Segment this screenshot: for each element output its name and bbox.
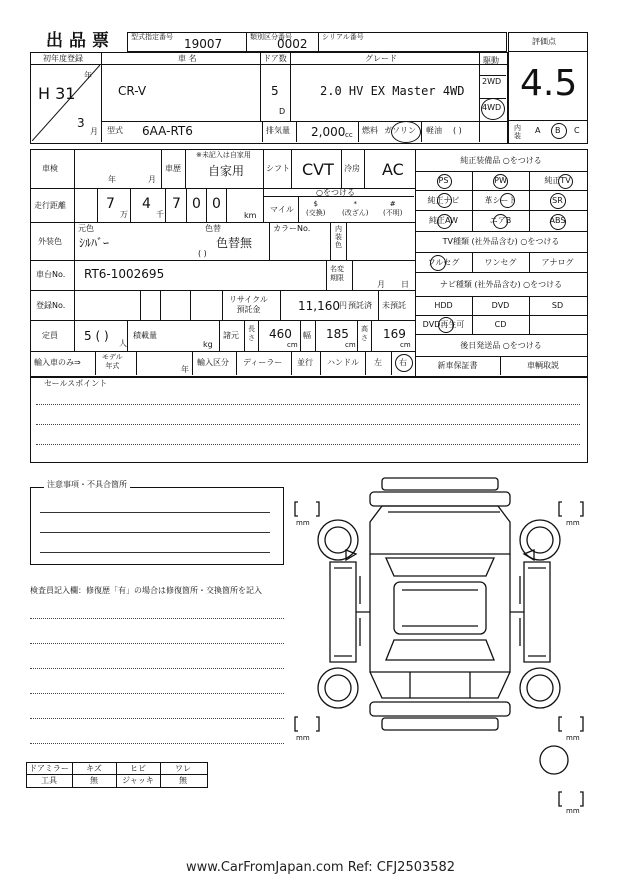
navi-title: ナビ種類 (社外品含む) ○をつける — [439, 279, 563, 289]
shift-label: シフト — [266, 164, 290, 173]
recycle-yen: 円 — [339, 301, 347, 310]
reg-month: 3 — [77, 116, 85, 130]
recycle-not-deposited: 未預託 — [382, 301, 406, 310]
serial-label: シリアル番号 — [322, 33, 364, 41]
class-label: 類別区分番号 — [250, 33, 292, 41]
dims-length-value: 460 — [269, 327, 292, 341]
equip-ps-circle — [437, 174, 452, 189]
tv-analog: アナログ — [541, 257, 574, 267]
ac-label: 冷房 — [344, 164, 360, 173]
repaint-value: 色替無 — [216, 236, 253, 250]
import-model-year: モデル 年式 — [102, 353, 123, 370]
equip-abs: ABS — [549, 216, 566, 225]
tv-oneseg: ワンセグ — [484, 257, 517, 267]
tv-fullseg-circle — [430, 255, 446, 271]
fuel-label: 燃料 — [362, 126, 378, 135]
ac-value: AC — [382, 160, 404, 179]
navi-dvd-play-circle — [438, 317, 454, 333]
dims-height-cm: cm — [400, 341, 411, 349]
mm-rear-right: mm — [566, 734, 580, 742]
chassis-value: RT6-1002695 — [84, 267, 165, 281]
mileage-digit-4: 0 — [192, 196, 201, 212]
doors-label: ドア数 — [263, 54, 287, 63]
history-label: 車歴 — [165, 164, 181, 173]
color-label: 外装色 — [38, 237, 62, 246]
legend-header-crack: ヒビ — [130, 763, 146, 773]
import-parallel: 並行 — [297, 358, 313, 367]
equip-tv: 純正TV — [544, 176, 571, 185]
import-year: 年 — [181, 365, 189, 374]
docs-manual: 車輌取説 — [527, 361, 559, 370]
equip-sr: SR — [552, 195, 563, 205]
capacity-value: 5 ( ) — [84, 329, 109, 343]
equip-airbag-circle — [493, 214, 508, 229]
fuel-paren: ( ) — [453, 126, 462, 135]
sales-point-box — [30, 377, 588, 463]
interior-c: C — [574, 126, 580, 135]
load-label: 積載量 — [133, 331, 157, 340]
model-value: 6AA-RT6 — [142, 124, 193, 138]
equip-leather: 革シート — [484, 195, 517, 205]
car-name: CR-V — [118, 84, 147, 98]
mm-rear-left: mm — [296, 734, 310, 742]
legend-header-scratch: キズ — [86, 763, 102, 773]
import-handle: ハンドル — [327, 358, 359, 367]
legend-header-break: ワレ — [175, 763, 191, 773]
reg-era: H 31 — [38, 84, 76, 103]
equip-tv-circle — [558, 174, 573, 189]
mileage-digit-3: 7 — [172, 196, 181, 212]
legend-jack-value: 無 — [179, 775, 187, 785]
navi-hdd: HDD — [434, 301, 453, 310]
mileage-exchanged: $ (交換) — [306, 200, 326, 217]
expiry-day: 日 — [401, 280, 409, 289]
score-value: 4.5 — [520, 63, 578, 104]
car-damage-diagram — [290, 472, 590, 812]
mileage-circle-note: ○をつける — [316, 188, 355, 197]
mileage-digit-2: 4 — [142, 196, 151, 212]
grade-label: グレード — [365, 54, 397, 63]
equipment-title: 純正装備品 ○をつける — [460, 156, 542, 165]
equip-pw: PW — [494, 176, 507, 185]
capacity-unit: 人 — [119, 339, 127, 348]
load-unit: kg — [203, 340, 213, 349]
dims-width-label: 幅 — [303, 331, 311, 340]
equip-aw: 純正AW — [429, 216, 458, 225]
equip-pw-circle — [493, 174, 508, 189]
drive-2wd: 2WD — [482, 77, 502, 86]
tv-title: TV種類 (社外品含む) ○をつける — [442, 237, 560, 246]
score-label: 評価点 — [532, 37, 556, 46]
equip-navi: 純正ナビ — [427, 195, 460, 205]
class-number: 0002 — [277, 37, 308, 51]
mileage-altered: * (改ざん) — [342, 200, 369, 217]
import-dealer: ディーラー — [243, 358, 283, 367]
orig-color-value: ｼﾙﾊﾞｰ — [79, 236, 110, 250]
grade-value: 2.0 HV EX Master 4WD — [320, 84, 465, 98]
mileage-digit-5: 0 — [212, 196, 221, 212]
dims-width-cm: cm — [345, 341, 356, 349]
docs-warranty: 新車保証書 — [437, 361, 478, 370]
mileage-unit-sen: 千 — [156, 210, 164, 219]
drive-label: 駆動 — [483, 56, 499, 65]
capacity-label: 定員 — [42, 331, 58, 340]
recycle-amount: 11,160 — [298, 299, 340, 313]
reg-month-unit: 月 — [90, 127, 98, 136]
expiry-label: 名変 期限 — [330, 265, 344, 282]
navi-sd: SD — [551, 301, 564, 310]
color-no-label: カラーNo. — [273, 224, 311, 233]
reg-year-unit: 年 — [84, 71, 92, 80]
equip-sr-circle — [550, 193, 566, 209]
mileage-unit-man: 万 — [120, 210, 128, 219]
type-cert-number: 19007 — [184, 37, 223, 51]
displacement-label: 排気量 — [266, 126, 290, 135]
notes-label: 注意事項・不具合箇所 — [44, 481, 130, 489]
recycle-deposited: 預託済 — [348, 301, 372, 310]
fuel-diesel: 軽油 — [426, 126, 442, 135]
equip-navi-circle — [437, 193, 452, 208]
tv-fullseg: フルセグ — [427, 257, 460, 267]
dims-width-value: 185 — [326, 327, 349, 341]
shift-value: CVT — [302, 160, 334, 179]
inspector-note: 検査員記入欄：修復歴「有」の場合は修復箇所・交換箇所を記入 — [30, 586, 262, 595]
mileage-km: km — [244, 211, 257, 220]
car-name-label: 車 名 — [178, 54, 197, 63]
fuel-gasoline: ガソリン — [384, 126, 416, 135]
registration-label: 登録No. — [36, 301, 66, 310]
inspection-year: 年 — [108, 175, 116, 184]
history-note: ※未記入は自家用 — [196, 151, 251, 159]
dims-length-label: 長 さ — [248, 325, 255, 342]
interior-b: B — [555, 126, 561, 135]
docs-title: 後日発送品 ○をつける — [460, 340, 542, 350]
cc-unit: cc — [345, 131, 353, 139]
mm-front-right: mm — [566, 519, 580, 527]
type-cert-label: 型式指定番号 — [131, 33, 173, 41]
expiry-month: 月 — [377, 280, 385, 289]
legend-header-mirror: ドアミラー — [29, 763, 69, 773]
orig-color-label: 元色 — [78, 224, 94, 233]
dims-height-label: 高 さ — [361, 325, 368, 342]
legend-tools-value: 無 — [90, 775, 98, 785]
notes-box — [30, 487, 284, 565]
repaint-label: 色替 — [205, 224, 221, 233]
inspection-label: 車検 — [42, 164, 58, 173]
handle-left: 左 — [374, 358, 382, 367]
equip-ps: PS — [438, 176, 449, 185]
dims-length-cm: cm — [287, 341, 298, 349]
dims-height-value: 169 — [383, 327, 406, 341]
inspection-month: 月 — [148, 175, 156, 184]
mm-front-left: mm — [296, 519, 310, 527]
interior-grade-label: 内装 — [514, 124, 521, 140]
equip-leather-circle — [500, 193, 515, 208]
displacement-value: 2,000 — [311, 125, 346, 139]
import-label: 輸入車のみ⇒ — [34, 358, 81, 367]
page-title: 出品票 — [46, 31, 115, 51]
drive-4wd: 4WD — [482, 103, 502, 112]
handle-right: 右 — [399, 358, 407, 367]
interior-color-label: 内 装 色 — [335, 225, 342, 249]
navi-cd: CD — [494, 320, 507, 329]
mileage-digit-1: 7 — [106, 196, 115, 212]
door-letter: D — [279, 107, 286, 116]
equip-abs-circle — [550, 214, 566, 230]
model-label: 型式 — [107, 126, 123, 135]
legend-tools: 工具 — [41, 775, 57, 785]
dims-label: 諸元 — [223, 331, 239, 340]
sales-point-label: セールスポイント — [44, 379, 108, 388]
recycle-label: リサイクル 預託金 — [229, 295, 268, 314]
footer-watermark: www.CarFromJapan.com Ref: CFJ2503582 — [186, 860, 456, 875]
mileage-mile: マイル — [270, 205, 294, 214]
chassis-label: 車台No. — [36, 270, 66, 279]
doors-value: 5 — [271, 84, 279, 98]
legend-jack: ジャッキ — [122, 775, 154, 785]
reg-label: 初年度登録 — [43, 54, 83, 63]
equip-airbag: エアB — [489, 216, 512, 225]
navi-dvd-play: DVD再生可 — [422, 320, 465, 329]
mileage-label: 走行距離 — [34, 201, 66, 210]
navi-dvd: DVD — [491, 301, 510, 310]
mm-spare: mm — [566, 807, 580, 815]
mileage-unknown: # (不明) — [383, 200, 403, 217]
repaint-paren: ( ) — [198, 249, 207, 258]
import-kubun: 輸入区分 — [197, 358, 229, 367]
history-value: 自家用 — [208, 164, 245, 178]
equip-aw-circle — [437, 214, 452, 229]
interior-a: A — [535, 126, 541, 135]
